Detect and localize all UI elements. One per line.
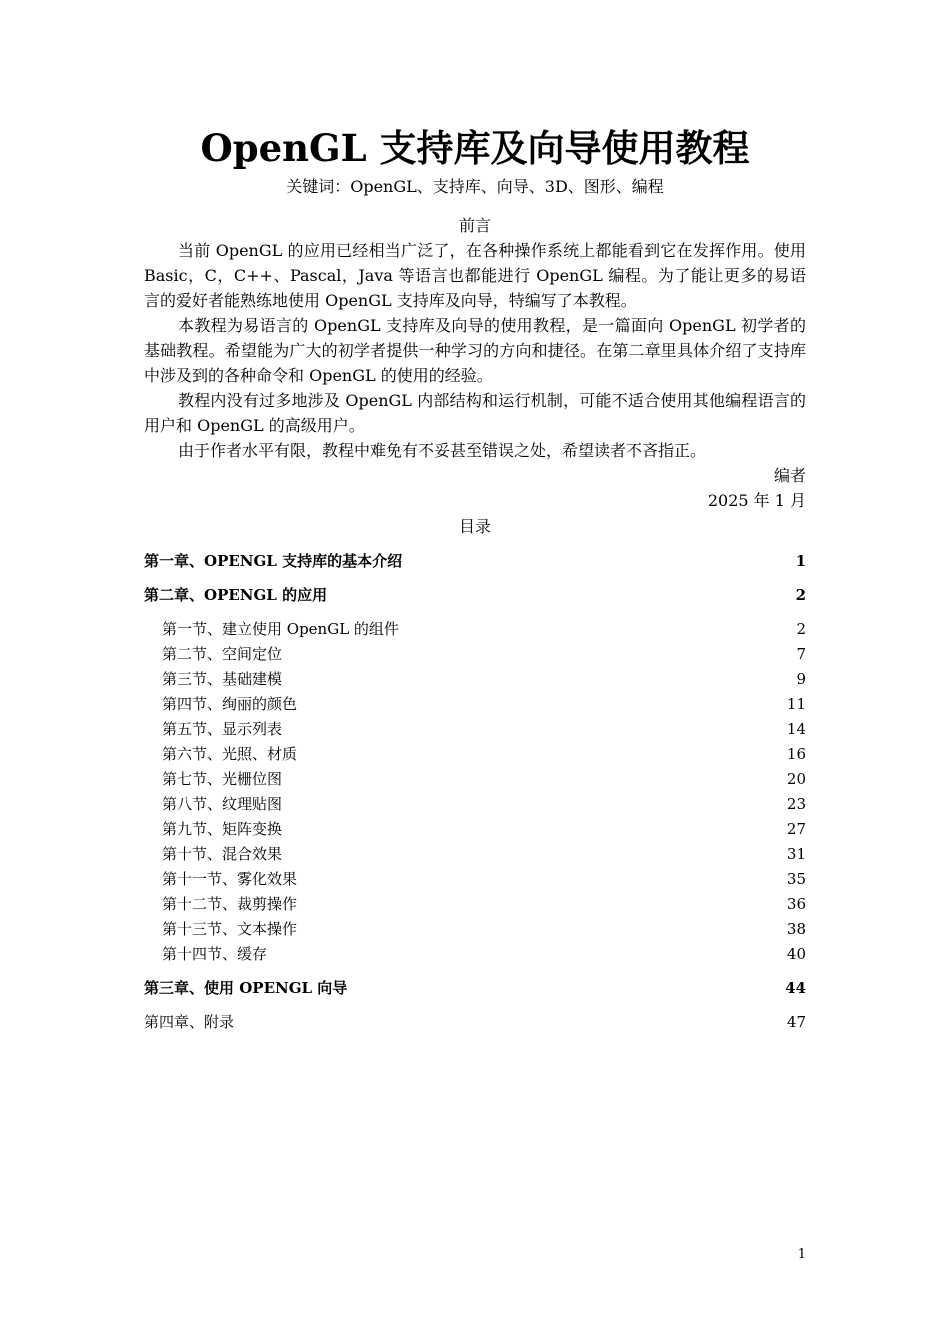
- toc-heading: 目录: [458, 517, 491, 536]
- toc-chapter-1[interactable]: [144, 549, 806, 574]
- toc-entry-label: 第十二节、裁剪操作: [162, 895, 298, 913]
- document-title: OpenGL 支持库及向导使用教程: [200, 126, 750, 170]
- toc-chapter-3[interactable]: [144, 976, 806, 1001]
- toc-entry-label: 第八节、纹理贴图: [162, 795, 283, 813]
- toc-entry-page: 2: [795, 586, 806, 604]
- toc-entry-label: 第三节、基础建模: [162, 670, 283, 688]
- toc-entry-label: 第一章、OPENGL 支持库的基本介绍: [144, 552, 403, 570]
- toc-section[interactable]: [144, 917, 806, 942]
- toc-entry-label: 第二节、空间定位: [162, 645, 283, 663]
- toc-entry-label: 第二章、OPENGL 的应用: [144, 586, 328, 604]
- toc-section[interactable]: [144, 867, 806, 892]
- toc-section[interactable]: [144, 892, 806, 917]
- keywords-line: 关键词：OpenGL、支持库、向导、3D、图形、编程: [286, 177, 664, 196]
- toc-entry-label: 第十四节、缓存: [162, 945, 268, 963]
- toc-section[interactable]: [144, 767, 806, 792]
- toc-section[interactable]: [144, 842, 806, 867]
- preface-date: 2025 年 1 月: [707, 491, 806, 510]
- toc-entry-label: 第十节、混合效果: [162, 845, 283, 863]
- toc-entry-label: 第九节、矩阵变换: [162, 820, 283, 838]
- toc-entry-label: 第四章、附录: [144, 1013, 235, 1031]
- toc-entry-label: 第一节、建立使用 OpenGL 的组件: [162, 620, 399, 638]
- toc-section[interactable]: [144, 817, 806, 842]
- toc-section[interactable]: [144, 942, 806, 967]
- toc-entry-page: 36: [786, 895, 806, 913]
- toc-entry-label: 第七节、光栅位图: [162, 770, 283, 788]
- preface-paragraph: 由于作者水平有限，教程中难免有不妥甚至错误之处，希望读者不吝指正。: [178, 441, 707, 460]
- toc-entry-page: 40: [786, 945, 806, 963]
- toc-entry-page: 7: [796, 645, 806, 663]
- preface-paragraph: 本教程为易语言的 OpenGL 支持库及向导的使用教程，是一篇面向 OpenGL 初学者的基础教程。希望能为广大的初学者提供一种学习的方向和捷径。在第二章里具体介绍了支持库中涉及到的各种命令和 OpenGL 的使用的经验。: [144, 316, 806, 385]
- toc-entry-page: 23: [786, 795, 806, 813]
- toc-entry-page: 2: [796, 620, 806, 638]
- toc-entry-page: 31: [786, 845, 806, 863]
- toc-chapter-2[interactable]: [144, 583, 806, 608]
- toc-entry-page: 11: [786, 695, 806, 713]
- preface-heading: 前言: [458, 216, 491, 235]
- preface-paragraph: 教程内没有过多地涉及 OpenGL 内部结构和运行机制，可能不适合使用其他编程语言的用户和 OpenGL 的高级用户。: [144, 391, 806, 435]
- table-of-contents: [144, 549, 806, 1035]
- toc-entry-label: 第五节、显示列表: [162, 720, 283, 738]
- toc-entry-page: 47: [786, 1013, 806, 1031]
- toc-entry-page: 9: [796, 670, 806, 688]
- toc-section[interactable]: [144, 692, 806, 717]
- toc-section[interactable]: [144, 792, 806, 817]
- toc-entry-label: 第六节、光照、材质: [162, 745, 298, 763]
- page-number: 1: [797, 1247, 806, 1262]
- toc-section[interactable]: [144, 642, 806, 667]
- toc-entry-label: 第三章、使用 OPENGL 向导: [144, 979, 348, 997]
- toc-section[interactable]: [144, 742, 806, 767]
- toc-section[interactable]: [144, 617, 806, 642]
- toc-section[interactable]: [144, 667, 806, 692]
- preface-paragraph: 当前 OpenGL 的应用已经相当广泛了，在各种操作系统上都能看到它在发挥作用。使用 Basic，C，C++、Pascal，Java 等语言也都能进行 OpenGL 编程。为了能让更多的易语言的爱好者能熟练地使用 OpenGL 支持库及向导，特编写了本教程。: [144, 241, 806, 310]
- toc-entry-label: 第十一节、雾化效果: [162, 870, 298, 888]
- toc-entry-page: 20: [786, 770, 806, 788]
- toc-entry-page: 35: [786, 870, 806, 888]
- toc-entry-page: 38: [786, 920, 806, 938]
- toc-entry-page: 27: [786, 820, 806, 838]
- toc-chapter-4[interactable]: [144, 1010, 806, 1035]
- toc-entry-page: 16: [786, 745, 806, 763]
- toc-entry-page: 44: [785, 979, 806, 997]
- toc-section[interactable]: [144, 717, 806, 742]
- toc-entry-label: 第四节、绚丽的颜色: [162, 695, 298, 713]
- toc-entry-page: 1: [795, 552, 806, 570]
- toc-entry-page: 14: [786, 720, 806, 738]
- toc-entry-label: 第十三节、文本操作: [162, 920, 298, 938]
- preface-author: 编者: [773, 466, 806, 485]
- page-content: [144, 122, 806, 1035]
